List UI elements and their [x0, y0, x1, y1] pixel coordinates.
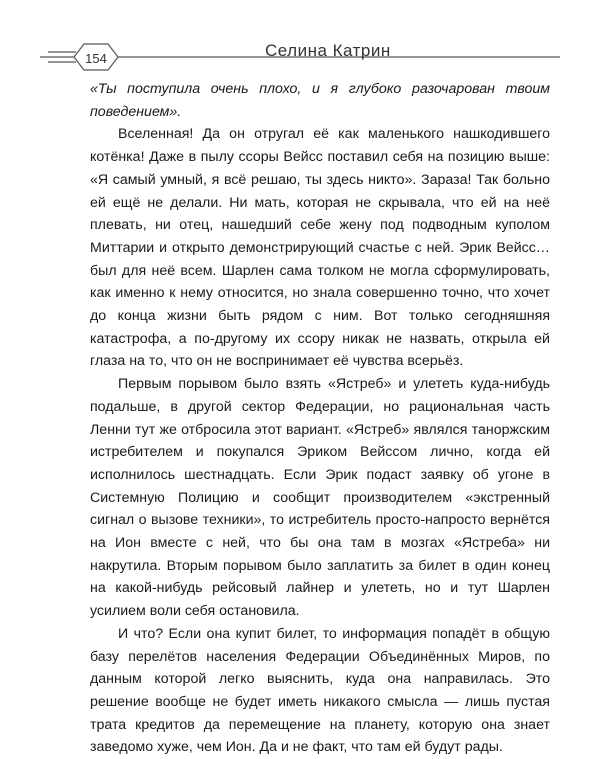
page-number: 154: [85, 51, 107, 66]
paragraph-quote: «Ты поступила очень плохо, и я глубоко разочарован твоим поведением».: [90, 81, 550, 120]
text-body: [90, 78, 550, 759]
page-header: [0, 0, 600, 80]
paragraph: Первым порывом было взять «Ястреб» и улететь куда-нибудь подальше, в другой сектор Федерации, но рациональная часть Ленни тут же отбросила этот вариант. «Ястреб» являлся таноржским истребителем и покупался Эриком Вейссом лично, когда ей исполнилось шестнадцать. Если Эрик подаст заявку об угоне в Системную Полицию и сообщит производителем «экстренный сигнал о вызове техники», то истребитель просто-напросто вернётся на Ион вместе с ней, что бы она там в мозгах «Ястреба» ни накрутила. Вторым порывом было заплатить за билет в один конец на какой-нибудь рейсовый лайнер и улететь, но и тут Шарлен усилием воли себя остановила.: [90, 376, 550, 620]
paragraph: Вселенная! Да он отругал её как маленького нашкодившего котёнка! Даже в пылу ссоры Вейсс поставил себя на позицию выше: «Я самый умный, я всё решаю, ты здесь никто». Зараза! Так больно ей ещё не делали. Ни мать, которая не скрывала, что ей на неё плевать, ни отец, нашедший себе жену под подводным куполом Миттарии и открыто демонстрирующий счастье с ней. Эрик Вейсс… был для неё всем. Шарлен сама толком не могла сформулировать, как именно к нему относится, но знала совершенно точно, что хочет до конца жизни быть рядом с ним. Вот только сегодняшняя катастрофа, а по-другому их ссору никак не назвать, открыла ей глаза на то, что он не воспринимает её чувства всерьёз.: [90, 126, 550, 370]
running-title: Селина Катрин: [265, 41, 391, 60]
header-ornament: [0, 0, 600, 80]
paragraph: И что? Если она купит билет, то информация попадёт в общую базу перелётов населения Федерации Объединённых Миров, по данным которой легко выяснить, куда она направилась. Это решение вообще не будет иметь никакого смысла — лишь пустая трата кредитов да перемещение на планету, которую она знает заведомо хуже, чем Ион. Да и не факт, что там ей будут рады.: [90, 625, 550, 756]
